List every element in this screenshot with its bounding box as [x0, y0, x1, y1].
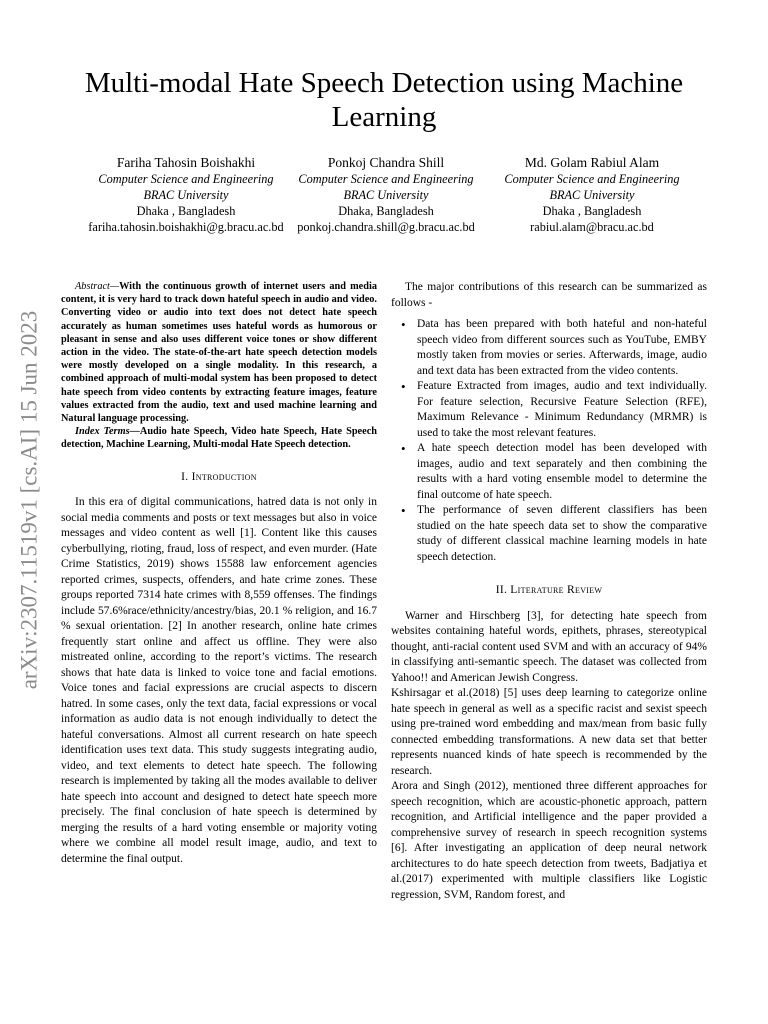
author-2	[276, 154, 496, 235]
index-terms	[61, 425, 377, 451]
author-institution: BRAC University	[549, 188, 635, 202]
author-department: Computer Science and Engineering	[504, 172, 680, 186]
introduction-paragraph: In this era of digital communications, hatred data is not only in social media comments and posts or text messages but also in voice messages and video content as well [1]. Content like this causes cyberbullying, rioting, fraud, loss of respect, and even murder. (Hate Crime Statistics, 2019) shows 15588 law enforcement agencies reported crimes, suspects, offenders, and hate crime zones. These groups reported 7314 hate crimes with 8,559 offenses. The findings include 57.6%race/ethnicity/ancestry/bias, 20.1 % religion, and 16.7 % sexual orientation. [2] In another research, online hate crimes frequently start online and affect us offline. They were also mistreated online, according to the report’s victims. The research shows that hate data is linked to voice tone and facial emotions. Voice tones and facial expressions are crucial aspects to discern hatred. In some cases, only the text data, facial expressions or vocal information as audio data is not enough individually to detect the hateful conversations. Almost all current research on hate speech identification uses text data. This study suggests integrating audio, video, and text elements to detect hate speech. The following research is implemented by taking all the modes available to deliver hate speech into account and designed to detect hate speech more precisely. The final conclusion of hate speech is determined by merging the results of a hard voting ensemble or majority voting where we combine all model result image, audio, and text to determine the final output.	[61, 496, 377, 865]
author-email: fariha.tahosin.boishakhi@g.bracu.ac.bd	[88, 220, 284, 234]
index-terms-label: Index Terms—	[75, 426, 140, 438]
author-location: Dhaka, Bangladesh	[338, 204, 434, 218]
abstract	[61, 280, 377, 425]
author-name: Ponkoj Chandra Shill	[327, 155, 445, 170]
contribution-item: • The performance of seven different classifiers has been studied on the hate speech data set to show the comparative study of different classical machine learning models in hate speech detection.	[391, 503, 707, 565]
literature-paragraph: Arora and Singh (2012), mentioned three different approaches for speech recognition, which are acoustic-phonetic approach, pattern recognition, and Artificial intelligence and the paper provided a comprehensive survey of research in speech recognition systems [6]. After investigating an application of deep neural network architectures to do hate speech detection from tweets, Badjatiya et al.(2017) experimented with multiple classifiers like Logistic regression, SVM, Random forest, and	[391, 780, 707, 901]
author-email: ponkoj.chandra.shill@g.bracu.ac.bd	[297, 220, 475, 234]
author-location: Dhaka , Bangladesh	[542, 204, 642, 218]
literature-paragraph: Kshirsagar et al.(2018) [5] uses deep learning to categorize online hate speech in general as well as a specific racist and sexist speech using pre-trained word embedding and max/mean from basic fully connected embedding transformations. A new data set that better represents nuanced kinds of hate speech is recommended by the research.	[391, 687, 707, 777]
contribution-item: • Feature Extracted from images, audio and text individually. For feature selection, Recursive Feature Selection (RFE), Maximum Relevance - Minimum Redundancy (MRMR) is used to take the most relevant features.	[391, 379, 707, 441]
index-terms-text: Audio hate Speech, Video hate Speech, Hate Speech detection, Machine Learning, Multi-modal Hate Speech detection.	[61, 426, 377, 451]
left-column	[61, 280, 377, 867]
literature-paragraph: Warner and Hirschberg [3], for detecting hate speech from websites containing hateful words, epithets, phrases, stereotypical thought, anti-racial content used SVM and with an accuracy of 94% in classifying anti-semantic speech. The dataset was collected from Yahoo!! and American Jewish Congress.	[391, 609, 707, 684]
contribution-item: • A hate speech detection model has been developed with images, audio and text separately and then combining the results with a hard voting ensemble model to determine the final outcome of hate speech.	[391, 441, 707, 503]
author-institution: BRAC University	[343, 188, 429, 202]
author-institution: BRAC University	[143, 188, 229, 202]
author-location: Dhaka , Bangladesh	[136, 204, 236, 218]
arxiv-stamp-text: arXiv:2307.11519v1 [cs.AI] 15 Jun 2023	[16, 310, 42, 690]
contribution-item: • Data has been prepared with both hateful and non-hateful speech video from different sources such as YouTube, EMBY mostly taken from movies or series. Afterwards, image, audio and text data has been extracted from the video contents.	[391, 317, 707, 379]
author-department: Computer Science and Engineering	[298, 172, 474, 186]
author-email: rabiul.alam@bracu.ac.bd	[530, 220, 654, 234]
section-heading-literature-review: II. Literature Review	[495, 584, 603, 596]
author-department: Computer Science and Engineering	[98, 172, 274, 186]
contributions-intro: The major contributions of this research can be summarized as follows -	[391, 281, 707, 309]
author-1	[76, 154, 296, 235]
author-name: Fariha Tahosin Boishakhi	[116, 155, 256, 170]
contributions-list	[391, 317, 707, 565]
abstract-label: Abstract—	[75, 281, 120, 292]
author-3	[482, 154, 702, 235]
paper-title: Multi-modal Hate Speech Detection using Machine Learning	[84, 67, 684, 133]
right-column	[391, 280, 707, 903]
arxiv-stamp	[4, 280, 54, 720]
section-heading-introduction: I. Introduction	[181, 470, 257, 483]
author-name: Md. Golam Rabiul Alam	[524, 155, 660, 170]
abstract-text: With the continuous growth of internet users and media content, it is very hard to track down hateful speech in audio and video. Converting video or audio into text does not detect hate speech accurately as human sometimes uses hateful words as humorous or pleasant in sense and also uses different voice tones or show different action in the video. The state-of-the-art hate speech detection models were mostly developed on a single modality. In this research, a combined approach of multi-modal system has been proposed to detect hate speech from video contents by extracting feature images, feature values extracted from the audio, text and used machine learning and Natural language processing.	[61, 281, 377, 425]
